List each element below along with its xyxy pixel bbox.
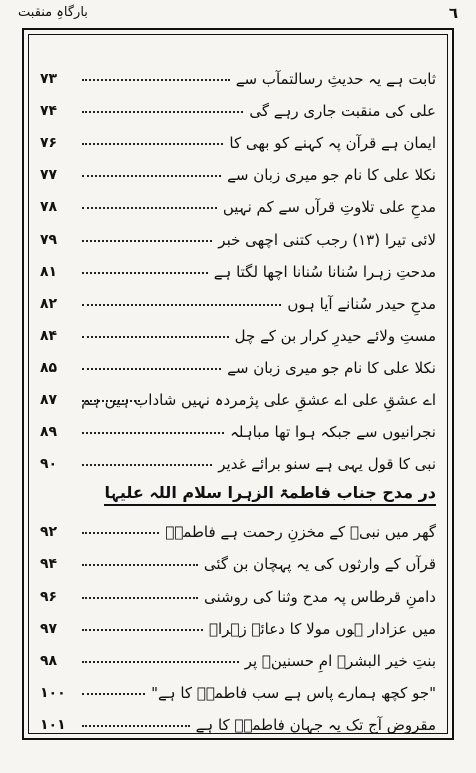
toc-page-number: ۹۴ (40, 556, 58, 573)
toc-entry (40, 218, 436, 250)
toc-entry (40, 543, 436, 575)
toc-entry-title: "جو کچھ ہمارے پاس ہے سب فاطمہؑ کا ہے" (151, 683, 436, 702)
toc-page-number: ۹۸ (40, 652, 58, 669)
toc-entry-title: ثابت ہے یہ حدیثِ رسالتمآب سے (235, 70, 436, 89)
table-of-contents (40, 58, 436, 736)
toc-entry (40, 122, 436, 154)
toc-entry (40, 640, 436, 672)
dot-leader (82, 271, 208, 274)
toc-entry-title: مدحتِ زہرا سُنانا سُنانا اچھا لگتا ہے (213, 262, 436, 281)
toc-page-number: ۷۹ (40, 231, 58, 248)
toc-entry-title: نکلا علی کا نام جو میری زبان سے (227, 166, 436, 185)
toc-page-number: ۸۵ (40, 359, 58, 376)
toc-page-number: ۹۷ (40, 620, 58, 637)
toc-entry-title: ایمان ہے قرآن پہ کہنے کو بھی کا (229, 134, 436, 153)
toc-entry (40, 315, 436, 347)
toc-page-number: ۱۰۰ (40, 684, 66, 701)
dot-leader (82, 303, 281, 306)
toc-entry (40, 704, 436, 736)
toc-entry (40, 251, 436, 283)
toc-entry-title: مستِ ولائے حیدرِ کرار بن کے چل (234, 326, 436, 345)
toc-entry-title: قرآں کے وارثوں کی یہ پہچان بن گئی (203, 555, 436, 574)
toc-page-number: ۸۲ (40, 295, 58, 312)
toc-entry (40, 154, 436, 186)
toc-page-number: ۹۲ (40, 524, 58, 541)
dot-leader (82, 142, 223, 145)
dot-leader (82, 367, 221, 370)
dot-leader (82, 110, 243, 113)
dot-leader (82, 174, 221, 177)
toc-page-number: ۷۴ (40, 103, 58, 120)
toc-page-number: ۸۱ (40, 263, 58, 280)
toc-page-number: ۹۶ (40, 588, 58, 605)
toc-entry-title: مدحِ علی تلاوتِ قرآں سے کم نہیں (222, 198, 436, 217)
toc-entry-title: علی کی منقبت جاری رہے گی (249, 102, 436, 121)
toc-page-number: ۸۷ (40, 392, 58, 409)
toc-entry-title: دامنِ قرطاس پہ مدح وثنا کی روشنی (204, 587, 436, 606)
toc-page-number: ۸۹ (40, 424, 58, 441)
toc-entry (40, 283, 436, 315)
toc-entry-title: مدحِ حیدر سُنانے آیا ہوں (287, 294, 436, 313)
dot-leader (82, 78, 230, 81)
dot-leader (82, 531, 159, 534)
section-heading-row (40, 477, 436, 511)
dot-leader (82, 206, 217, 209)
toc-entry (40, 672, 436, 704)
dot-leader (82, 596, 198, 599)
toc-entry-title: نبی کا قول یہی ہے سنو برائے غدیر (218, 455, 436, 474)
toc-entry-title: اے عشقِ علی اے عشقِ علی پژمردہ نہیں شاداب ہیں ہم (81, 391, 436, 410)
toc-entry-title: نجرانیوں سے جبکہ ہوا تھا مباہلہ (230, 423, 436, 442)
toc-page-number: ۹۰ (40, 456, 58, 473)
toc-page-number: ۷۶ (40, 135, 58, 152)
toc-page-number: ۷۷ (40, 167, 58, 184)
dot-leader (82, 431, 224, 434)
toc-entry (40, 575, 436, 607)
toc-entry (40, 186, 436, 218)
toc-entry (40, 347, 436, 379)
running-header: بارگاہِ منقبت (18, 5, 88, 20)
toc-entry-title: بنتِ خیر البشرؐ امِ حسنینؑ پر (244, 651, 436, 670)
toc-entry (40, 379, 436, 411)
dot-leader (82, 660, 239, 663)
toc-entry (40, 90, 436, 122)
toc-entry-title: نکلا علی کا نام جو میری زبان سے (227, 358, 436, 377)
toc-page-number: ۷۳ (40, 71, 58, 88)
toc-entry-title: مقروض آج تک یہ جہان فاطمہؑ کا ہے (195, 715, 436, 734)
toc-entry (40, 411, 436, 443)
toc-entry-title: میں عزادار ہوں مولا کا دعائے زہراؑ (209, 619, 436, 638)
page-number: ٦ (448, 4, 458, 22)
toc-entry-title: گھر میں نبیؐ کے مخزنِ رحمت ہے فاطمہؑ (165, 523, 436, 542)
toc-part-1 (40, 58, 436, 475)
dot-leader (82, 692, 145, 695)
dot-leader (82, 463, 212, 466)
dot-leader (82, 724, 190, 727)
toc-page-number: ۷۸ (40, 199, 58, 216)
toc-entry (40, 443, 436, 475)
section-heading: در مدح جناب فاطمۃ الزہرا سلام اللہ علیہا (104, 483, 436, 506)
toc-entry-title: لائی تیرا (۱۳) رجب کتنی اچھی خبر (218, 230, 436, 249)
toc-entry (40, 608, 436, 640)
dot-leader (82, 335, 229, 338)
dot-leader (82, 628, 203, 631)
toc-part-2 (40, 511, 436, 736)
toc-page-number: ۱۰۱ (40, 716, 66, 733)
toc-page-number: ۸۴ (40, 327, 58, 344)
toc-entry (40, 58, 436, 90)
toc-entry (40, 511, 436, 543)
dot-leader (82, 239, 212, 242)
dot-leader (82, 563, 198, 566)
